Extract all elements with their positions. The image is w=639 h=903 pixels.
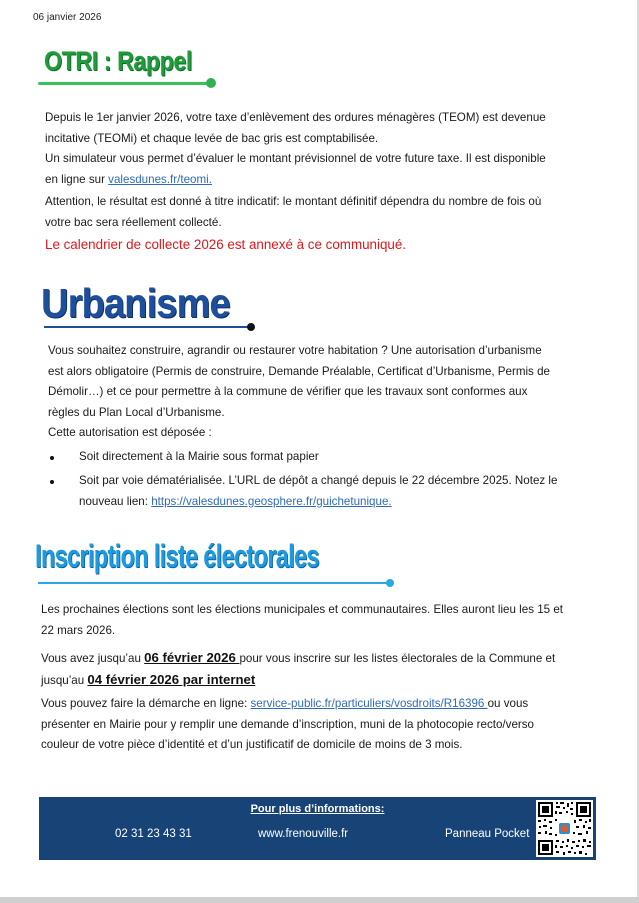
otri-title: OTRI : Rappel — [44, 46, 192, 76]
otri-underline — [38, 82, 210, 85]
footer-title: Pour plus d’informations: — [250, 803, 385, 815]
inscription-paragraph-3: Vous pouvez faire la démarche en ligne: service-public.fr/particuliers/vosdroits/R16396 ou vous présenter en Mairie pour y remplir une demande d’inscription, muni de la photocopie recto/verso couleur de votre pièce d’identité et d’un justificatif de domicile de moins de 3 mois. — [41, 697, 534, 751]
urbanisme-underline-dot — [247, 323, 255, 331]
footer-phone: 02 31 23 43 31 — [115, 828, 192, 840]
qr-code-icon — [536, 800, 593, 857]
teomi-link[interactable]: valesdunes.fr/teomi. — [108, 172, 212, 186]
bullet-dot — [50, 480, 54, 484]
urbanisme-paragraph-2: Cette autorisation est déposée : — [48, 426, 212, 439]
otri-paragraph-2: Un simulateur vous permet d’évaluer le montant prévisionnel de votre future taxe. Il est disponible en ligne sur valesdunes.fr/teomi. — [45, 152, 546, 186]
otri-paragraph-1: Depuis le 1er janvier 2026, votre taxe d’enlèvement des ordures ménagères (TEOM) est devenue incitative (TEOMi) et chaque levée de bac gris est comptabilisée. — [45, 111, 546, 145]
urbanisme-bullet-2: Soit par voie dématérialisée. L’URL de dépôt a changé depuis le 22 décembre 2025. Notez le nouveau lien: https://valesdunes.geosphere.fr/guichetunique. — [79, 474, 558, 508]
inscription-title: Inscription liste électorales — [35, 538, 319, 574]
page-bottom-edge — [0, 897, 639, 903]
collection-calendar-notice: Le calendrier de collecte 2026 est annexé à ce communiqué. — [45, 237, 407, 252]
urbanisme-underline — [44, 326, 251, 328]
deadline-date-2: 04 février 2026 par internet — [87, 671, 256, 687]
info-footer — [39, 797, 596, 860]
inscription-paragraph-2: Vous avez jusqu’au 06 février 2026 pour vous inscrire sur les listes électorales de la Commune et jusqu’au 04 février 2026 par internet — [41, 650, 556, 687]
urbanisme-bullet-1: Soit directement à la Mairie sous format papier — [79, 450, 319, 463]
urbanisme-paragraph-1: Vous souhaitez construire, agrandir ou restaurer votre habitation ? Une autorisation d’urbanisme est alors obligatoire (Permis de construire, Demande Préalable, Certificat d’Urbanisme, Permis de Démolir…) et ce pour permettre à la commune de vérifier que les travaux sont conformes aux règles du Plan Local d’Urbanisme. — [48, 344, 550, 419]
footer-panneau-pocket: Panneau Pocket — [445, 828, 530, 840]
otri-underline-dot — [206, 78, 216, 88]
inscription-underline-dot — [386, 579, 394, 587]
inscription-paragraph-1: Les prochaines élections sont les élections municipales et communautaires. Elles auront lieu les 15 et 22 mars 2026. — [41, 603, 564, 637]
otri-paragraph-3: Attention, le résultat est donné à titre indicatif: le montant définitif dépendra du nombre de fois où votre bac sera réellement collecté. — [45, 195, 542, 229]
footer-website[interactable]: www.frenouville.fr — [258, 828, 349, 840]
inscription-underline — [38, 582, 390, 584]
urbanisme-title: Urbanisme — [41, 280, 230, 326]
service-public-link[interactable]: service-public.fr/particuliers/vosdroits/R16396 — [250, 697, 488, 710]
bullet-dot — [50, 456, 54, 460]
deadline-date-1: 06 février 2026 — [144, 650, 240, 665]
document-date: 06 janvier 2026 — [33, 12, 102, 23]
geosphere-link[interactable]: https://valesdunes.geosphere.fr/guichetunique. — [151, 494, 392, 508]
